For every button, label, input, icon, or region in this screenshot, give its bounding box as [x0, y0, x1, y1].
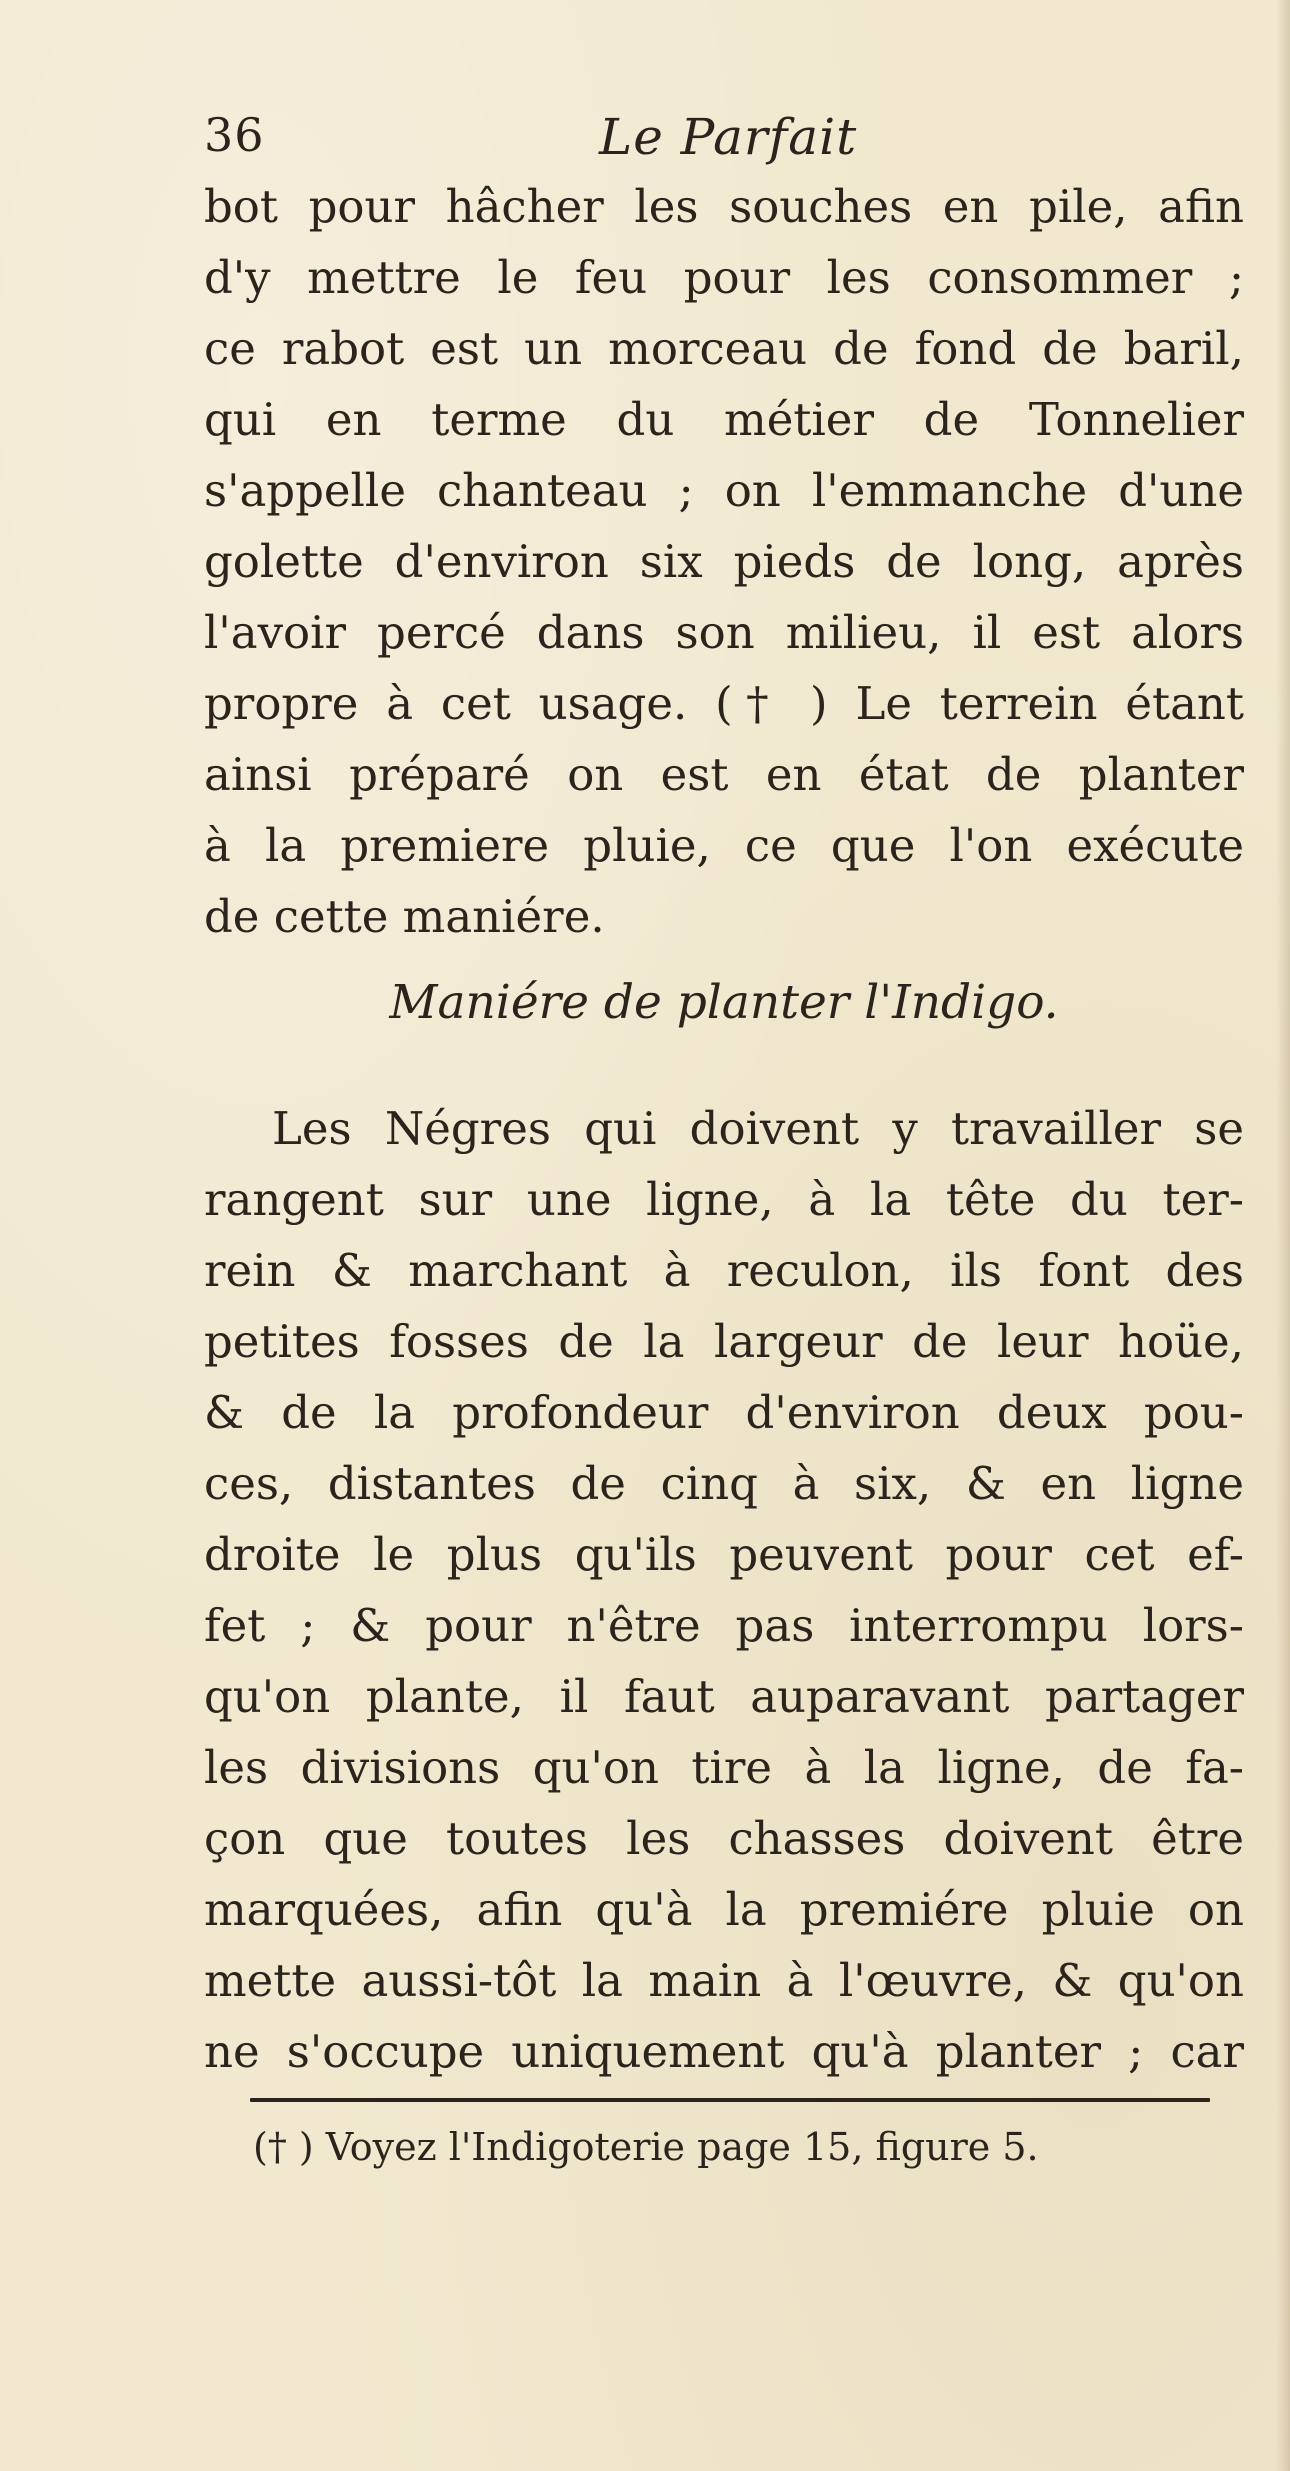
running-title: Le Parfait: [599, 108, 858, 166]
text-line: droite le plus qu'ils peuvent pour cet ef-: [204, 1528, 1244, 1581]
text-line: les divisions qu'on tire à la ligne, de fa-: [204, 1741, 1244, 1794]
text-line: çon que toutes les chasses doivent être: [204, 1812, 1244, 1865]
text-line: s'appelle chanteau ; on l'emmanche d'une: [204, 464, 1244, 517]
text-line: qui en terme du métier de Tonnelier: [204, 393, 1244, 446]
text-line: fet ; & pour n'être pas interrompu lors-: [204, 1599, 1244, 1652]
text-line: mette aussi-tôt la main à l'œuvre, & qu'on: [204, 1954, 1244, 2007]
text-line: & de la profondeur d'environ deux pou-: [204, 1386, 1244, 1439]
text-line: à la premiere pluie, ce que l'on exécute: [204, 819, 1244, 872]
footnote: († ) Voyez l'Indigoterie page 15, figure 5.: [253, 2125, 1039, 2169]
text-line: petites fosses de la largeur de leur hoüe,: [204, 1315, 1244, 1368]
footnote-rule: [250, 2098, 1210, 2102]
text-line: l'avoir percé dans son milieu, il est alors: [204, 606, 1244, 659]
text-line: d'y mettre le feu pour les consommer ;: [204, 251, 1244, 304]
text-line: qu'on plante, il faut auparavant partager: [204, 1670, 1244, 1723]
text-line: ne s'occupe uniquement qu'à planter ; car: [204, 2025, 1244, 2078]
text-line: rangent sur une ligne, à la tête du ter-: [204, 1173, 1244, 1226]
page-number: 36: [204, 108, 265, 162]
text-line: rein & marchant à reculon, ils font des: [204, 1244, 1244, 1297]
page-edge-shadow: [1276, 0, 1290, 2471]
text-line: propre à cet usage. († ) Le terrein étant: [204, 677, 1244, 730]
paragraph-2: [204, 1093, 1244, 2087]
text-line: de cette maniére.: [204, 890, 605, 943]
text-line: marquées, afin qu'à la premiére pluie on: [204, 1883, 1244, 1936]
text-line: bot pour hâcher les souches en pile, afin: [204, 180, 1244, 233]
page-header: [204, 108, 1244, 178]
section-heading: Maniére de planter l'Indigo.: [389, 975, 1059, 1030]
text-line: ces, distantes de cinq à six, & en ligne: [204, 1457, 1244, 1510]
text-line: Les Négres qui doivent y travailler se: [272, 1102, 1244, 1155]
text-line: golette d'environ six pieds de long, après: [204, 535, 1244, 588]
paragraph-1: [204, 171, 1244, 952]
text-line: ce rabot est un morceau de fond de baril,: [204, 322, 1244, 375]
text-line: ainsi préparé on est en état de planter: [204, 748, 1244, 801]
